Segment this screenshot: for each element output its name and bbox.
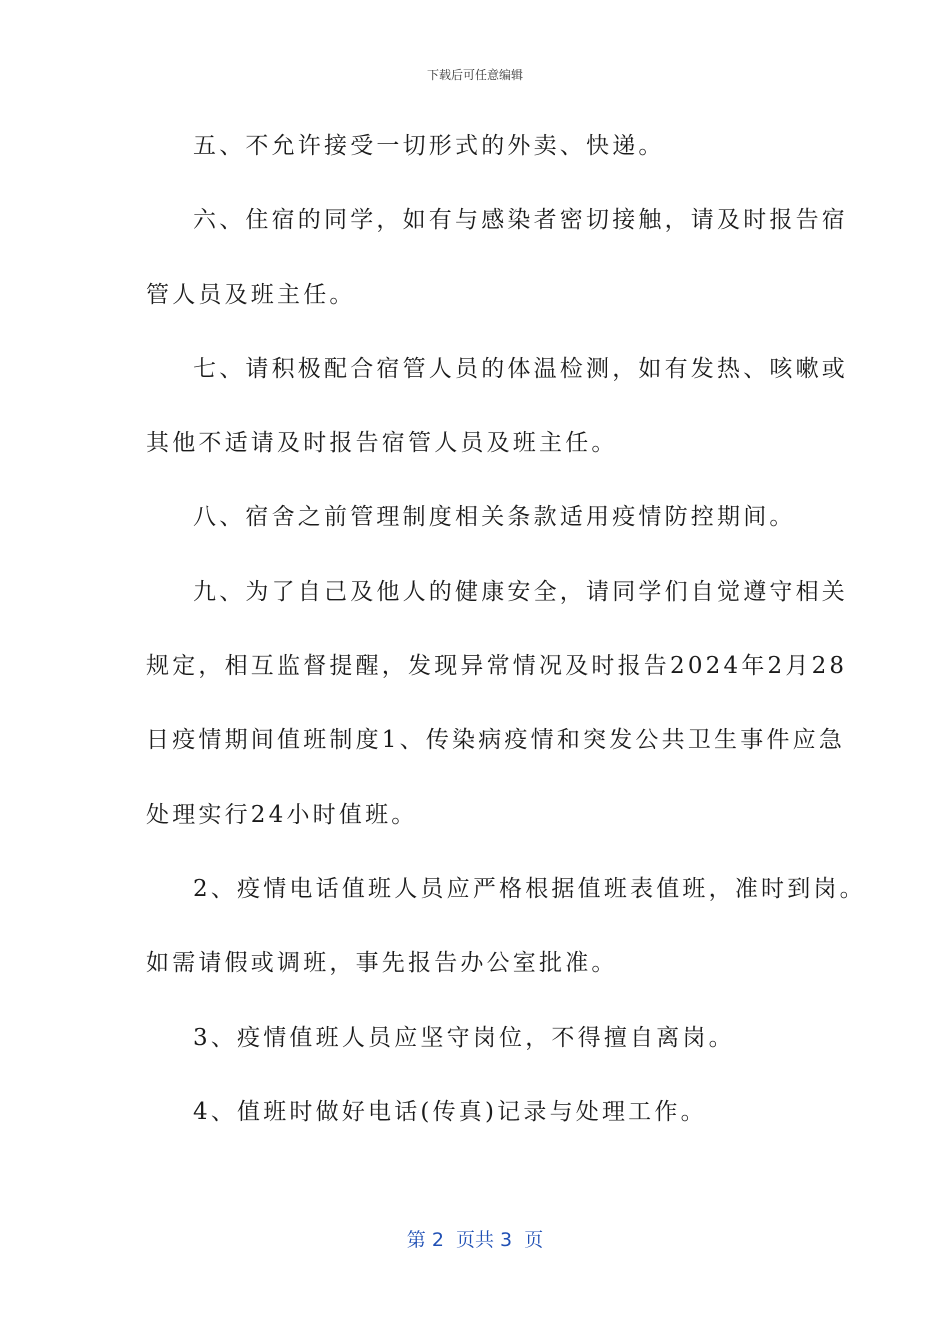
paragraph-line: 八、宿舍之前管理制度相关条款适用疫情防控期间。 — [193, 504, 796, 531]
paragraph-line: 七、请积极配合宿管人员的体温检测，如有发热、咳嗽或 — [193, 355, 848, 382]
document-body — [146, 120, 866, 1160]
paragraph-line: 六、住宿的同学，如有与感染者密切接触，请及时报告宿 — [193, 207, 848, 234]
paragraph-line: 规定，相互监督提醒，发现异常情况及时报告2024年2月28 — [146, 653, 848, 680]
paragraph-line: 处理实行24小时值班。 — [146, 801, 418, 828]
paragraph-line: 日疫情期间值班制度1、传染病疫情和突发公共卫生事件应急 — [146, 727, 846, 754]
page-header: 下载后可任意编辑 — [426, 68, 523, 82]
paragraph-line: 其他不适请及时报告宿管人员及班主任。 — [146, 430, 618, 457]
paragraph-line: 3、疫情值班人员应坚守岗位，不得擅自离岗。 — [193, 1024, 735, 1051]
page-number-footer: 第 2 页共 3 页 — [406, 1229, 544, 1251]
paragraph-line: 2、疫情电话值班人员应严格根据值班表值班，准时到岗。 — [193, 875, 866, 902]
paragraph-line: 九、为了自己及他人的健康安全，请同学们自觉遵守相关 — [193, 578, 848, 605]
paragraph-line: 五、不允许接受一切形式的外卖、快递。 — [193, 133, 665, 159]
paragraph-line: 4、值班时做好电话(传真)记录与处理工作。 — [193, 1098, 707, 1125]
paragraph-line: 如需请假或调班，事先报告办公室批准。 — [146, 950, 618, 977]
paragraph-line: 管人员及班主任。 — [146, 281, 356, 308]
